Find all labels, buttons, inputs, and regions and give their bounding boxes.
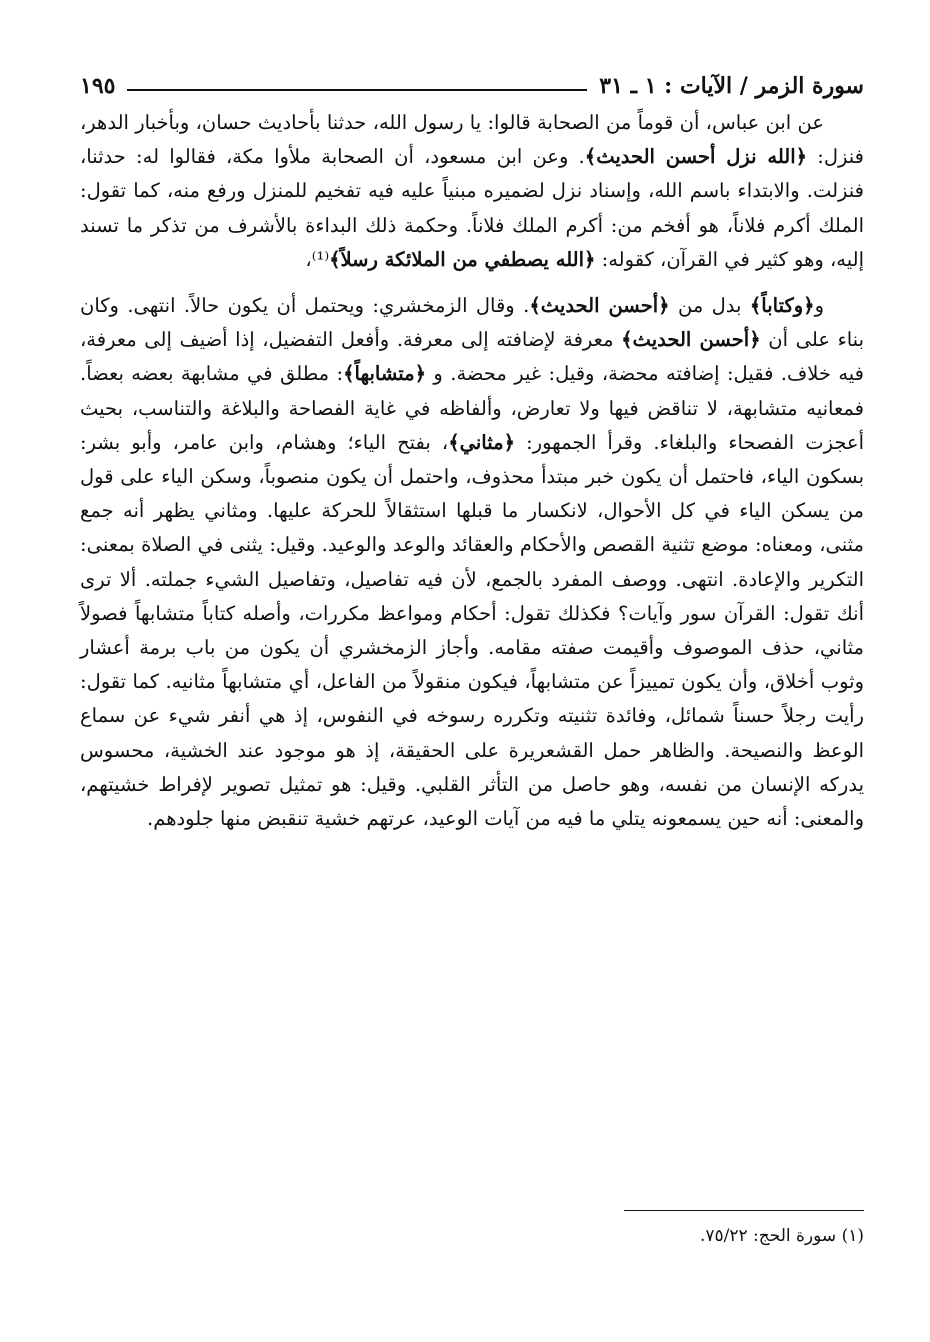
text-run: ، بفتح الياء؛ وهشام، وابن عامر، وأبو بشر: بسكون الياء، فاحتمل أن يكون خبر مبتدأ محذوف، واحتمل أن يكون منصوباً، وسكن الياء على قول من يسكن الياء في كل الأحوال، لانكسار ما قبلها استثقالاً للحركة عليها. ومثاني يظهر أنه جمع مثنى، ومعناه: موضع تثنية القصص والأحكام والعقائد والوعد والوعيد. وقيل: يثنى في الصلاة بمعنى: التكرير والإعادة. انتهى. ووصف المفرد بالجمع، لأن فيه تفاصيل، وتفاصيل الشيء جملته. ألا ترى أنك تقول: القرآن سور وآيات؟ فكذلك تقول: أحكام ومواعظ مكررات، وأصله كتاباً متشابهاً فصولاً مثاني، حذف الموصوف وأقيمت صفته مقامه. وأجاز الزمخشري أن يكون من باب برمة أعشار وثوب أخلاق، وأن يكون تمييزاً عن متشابهاً، فيكون منقولاً من الفاعل، أي متشابهاً مثانيه. كما تقول: رأيت رجلاً حسناً شمائل، وفائدة تثنيته وتكرره رسوخه في النفوس، إذ هي أنفر شيء عن سماع الوعظ والنصيحة. والظاهر حمل القشعريرة على الحقيقة، إذ هو موجود عند الخشية، محسوس يدركه الإنسان من نفسه، وهو حاصل من التأثر القلبي. وقيل: هو تمثيل تصوير لإفراط خشيتهم، والمعنى: أنه حين يسمعونه يتلي ما فيه من آيات الوعيد، عرتهم خشية تنقبض منها جلودهم.: [80, 430, 864, 831]
header-rule: [127, 89, 587, 91]
quran-quote: ﴿أحسن الحديث﴾: [621, 328, 761, 352]
chapter-title: سورة الزمر / الآيات : ١ ـ ٣١: [599, 73, 864, 99]
quran-quote: ﴿الله نزل أحسن الحديث﴾: [584, 145, 808, 169]
quran-quote: ﴿متشابهاً﴾: [343, 362, 426, 386]
footnote-divider: [624, 1210, 864, 1211]
paragraph: [80, 289, 864, 836]
book-page: [80, 68, 864, 1288]
text-run: بدل من: [669, 294, 750, 318]
text-run: . وعن ابن مسعود، أن الصحابة ملأوا مكة، فقالوا له: حدثنا، فنزلت. والابتداء باسم الله، وإسناد نزل لضميره مبنياً عليه فيه تفخيم للمنزل ورفع منه، كما تقول: الملك أكرم فلاناً، هو أفخم من: أكرم الملك فلاناً. وحكمة ذلك البداءة بالأشرف من تذكر ما تسند إليه، وهو كثير في القرآن، كقوله:: [80, 145, 864, 271]
text-run: ،: [305, 247, 312, 271]
text-run: : مطلق في مشابهة بعضه بعضاً. فمعانيه متشابهة، لا تناقض فيها ولا تعارض، وألفاظه في غاية الفصاحة والبلاغة والتناسب، بحيث أعجزت الفصحاء والبلغاء. وقرأ الجمهور:: [80, 362, 864, 454]
quran-quote: ﴿وكتاباً﴾: [749, 294, 815, 318]
quran-quote: ﴿أحسن الحديث﴾: [529, 294, 670, 318]
page-number: ١٩٥: [80, 73, 116, 99]
footnote: (١) سورة الحج: ٧٥/٢٢.: [699, 1226, 864, 1246]
text-run: و: [814, 294, 825, 318]
quran-quote: ﴿مثاني﴾: [448, 430, 516, 454]
footnote-reference: ⁽¹⁾: [311, 247, 330, 271]
text-run: عن ابن عباس، أن قوماً من الصحابة قالوا: يا رسول الله، حدثنا بأحاديث حسان، وبأخبار الدهر، فنزل:: [80, 111, 864, 169]
paragraph: [80, 106, 864, 277]
text-run: . وقال الزمخشري: ويحتمل أن يكون حالاً. انتهى. وكان بناء على أن: [80, 294, 864, 352]
text-run: معرفة لإضافته إلى معرفة. وأفعل التفضيل، إذا أضيف إلى معرفة، فيه خلاف. فقيل: إضافته محضة، وقيل: غير محضة. و: [80, 328, 864, 386]
main-text: [80, 106, 864, 836]
running-header: [80, 68, 864, 104]
quran-quote: ﴿الله يصطفي من الملائكة رسلاً﴾: [329, 247, 596, 271]
